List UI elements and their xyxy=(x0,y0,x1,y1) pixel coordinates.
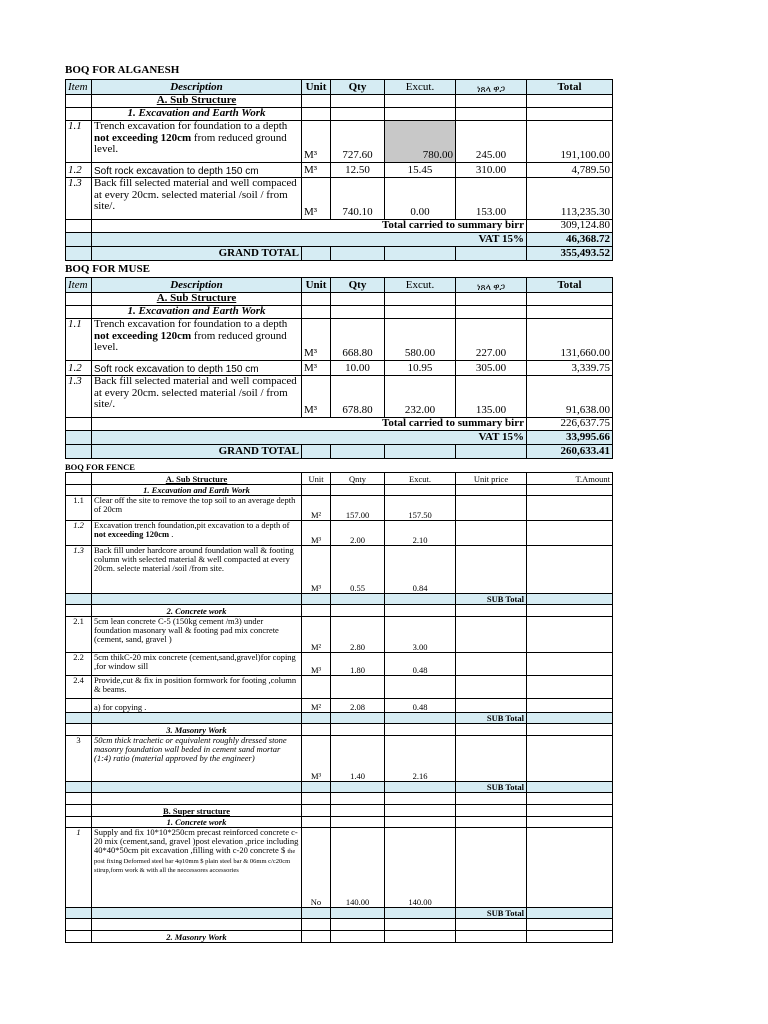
boq-fence-table: A. Sub Structure Unit Qnty Excut. Unit price T.Amount 1. Excavation and Earth Work 1.1 Clear off the site to remove the top soil to an average depth of 20cm M² 157.00 157.50 1.2 Excavation trench foundation,pit excavation to a depth of not exceeding 120cm . M³ 2.00 2.10 1.3 Back fill under hardcore around foundation wall & footing column with selected material & well compacted at every 20cm. selecte material /soil /from site. M³ 0.55 0.84 SUB Total 2. Concrete work 2.1 5cm lean concrete C-5 (150kg cement /m3) under foundation masonary wall & footing pad mix concrete (cement, sand, gravel ) M² 2.80 3.00 2.2 5cm thikC-20 mix concrete (cement,sand,gravel)for coping ,for window sill M³ 1.80 0.48 2.4 Provide,cut & fix in position formwork for footing ,column & beams. a) for copying . M² 2.08 0.48 SUB Total 3. Masonry Work 3 50cm thick trachetic or equivalent roughly dressed stone masonry foundation wall beded in cement sand mortar (1:4) ratio (material approved by the engineer) M³ 1.40 2.16 SUB Total B. Super structure 1. Concrete work 1 Supply and fix 10*10*250cm precast reinforced concrete c-20 mix (cement,sand, gravel )post elevation ,price including 40*40*50cm pit excavation ,filling with c-20 concrete $ the post fixing Deformed steel bar 4φ10mm $ plain steel bar & 06mm c/c20cm stirup,form work & with all the neccessores accessories No 140.00 140.00 SUB Total 2. Masonry Work xyxy=(65,472,613,943)
vat-value: 46,368.72 xyxy=(527,233,613,247)
table-row: 1.1 Clear off the site to remove the top soil to an average depth of 20cm M² 157.00 157.50 xyxy=(66,496,613,521)
boq-alganesh-title: BOQ FOR ALGANESH xyxy=(65,64,180,76)
header-excut: Excut. xyxy=(385,80,456,95)
carried-value: 309,124.80 xyxy=(527,220,613,233)
boq-muse-title: BOQ FOR MUSE xyxy=(65,263,150,275)
table-row: 1.1 Trench excavation for foundation to a depth not exceeding 120cm from reduced ground level. M³ 668.80 580.00 227.00 131,660.00 xyxy=(66,319,613,361)
vat-label: VAT 15% xyxy=(92,233,527,247)
table-row: 1.2 Excavation trench foundation,pit excavation to a depth of not exceeding 120cm . M³ 2.00 2.10 xyxy=(66,521,613,546)
table-row: 1.2 Soft rock excavation to depth 150 cm M³ 12.50 15.45 310.00 4,789.50 xyxy=(66,163,613,178)
table-row: 1.2 Soft rock excavation to depth 150 cm M³ 10.00 10.95 305.00 3,339.75 xyxy=(66,361,613,376)
table-row: 1.3 Back fill under hardcore around foundation wall & footing column with selected material & well compacted at every 20cm. selecte material /soil /from site. M³ 0.55 0.84 xyxy=(66,546,613,594)
grand-total-label: GRAND TOTAL xyxy=(92,247,302,261)
table-row: 2.2 5cm thikC-20 mix concrete (cement,sand,gravel)for coping ,for window sill M³ 1.80 0.48 xyxy=(66,653,613,676)
table-header xyxy=(66,80,613,95)
table-row: 1.3 Back fill selected material and well compaced at every 20cm. selected material /soil / from site/. M³ 678.80 232.00 135.00 91,638.00 xyxy=(66,376,613,418)
subsection-title: 1. Excavation and Earth Work xyxy=(92,108,302,121)
header-unit-price: ነጸላ ዋጋ xyxy=(456,80,527,95)
row-description: Trench excavation for foundation to a depth not exceeding 120cm from reduced ground level. xyxy=(92,121,302,163)
table-row: 1.1 Trench excavation for foundation to a depth not exceeding 120cm from reduced ground level. M³ 727.60 780.00 245.00 191,100.00 xyxy=(66,121,613,163)
header-total: Total xyxy=(527,80,613,95)
table-row: 3 50cm thick trachetic or equivalent roughly dressed stone masonry foundation wall beded in cement sand mortar (1:4) ratio (material approved by the engineer) M³ 1.40 2.16 xyxy=(66,736,613,782)
header-description: Description xyxy=(92,80,302,95)
table-row: a) for copying . M² 2.08 0.48 xyxy=(66,699,613,713)
boq-fence-title: BOQ FOR FENCE xyxy=(65,462,135,472)
boq-alganesh-table xyxy=(65,79,613,261)
header-qty: Qty xyxy=(331,80,385,95)
grand-total-value: 355,493.52 xyxy=(527,247,613,261)
table-row: 2.1 5cm lean concrete C-5 (150kg cement /m3) under foundation masonary wall & footing pad mix concrete (cement, sand, gravel ) M² 2.80 3.00 xyxy=(66,617,613,653)
table-row: 1.3 Back fill selected material and well compaced at every 20cm. selected material /soil / from site/. M³ 740.10 0.00 153.00 113,235.30 xyxy=(66,178,613,220)
table-row: 1 Supply and fix 10*10*250cm precast reinforced concrete c-20 mix (cement,sand, gravel )post elevation ,price including 40*40*50cm pit excavation ,filling with c-20 concrete $ the post fixing Deformed steel bar 4φ10mm $ plain steel bar & 06mm c/c20cm stirup,form work & with all the neccessores accessories No 140.00 140.00 xyxy=(66,828,613,908)
header-item: Item xyxy=(66,80,92,95)
table-header: Item Description Unit Qty Excut. ነጸላ ዋጋ Total xyxy=(66,278,613,293)
carried-label: Total carried to summary birr xyxy=(92,220,527,233)
header-unit: Unit xyxy=(302,80,331,95)
table-row: 2.4 Provide,cut & fix in position formwork for footing ,column & beams. xyxy=(66,676,613,699)
section-title: A. Sub Structure xyxy=(92,95,302,108)
boq-muse-table: Item Description Unit Qty Excut. ነጸላ ዋጋ Total A. Sub Structure 1. Excavation and Earth Work 1.1 Trench excavation for foundation to a depth not exceeding 120cm from reduced ground level. M³ 668.80 580.00 227.00 131,660.00 1.2 Soft rock excavation to depth 150 cm M³ 10.00 10.95 305.00 3,339.75 1.3 Back fill selected material and well compaced at every 20cm. selected material /soil / from site/. M³ 678.80 232.00 135.00 91,638.00 Total carried to summary birr 226,637.75 VAT 15% 33,995.66 GRAND TOTAL 260,633.41 xyxy=(65,277,613,459)
